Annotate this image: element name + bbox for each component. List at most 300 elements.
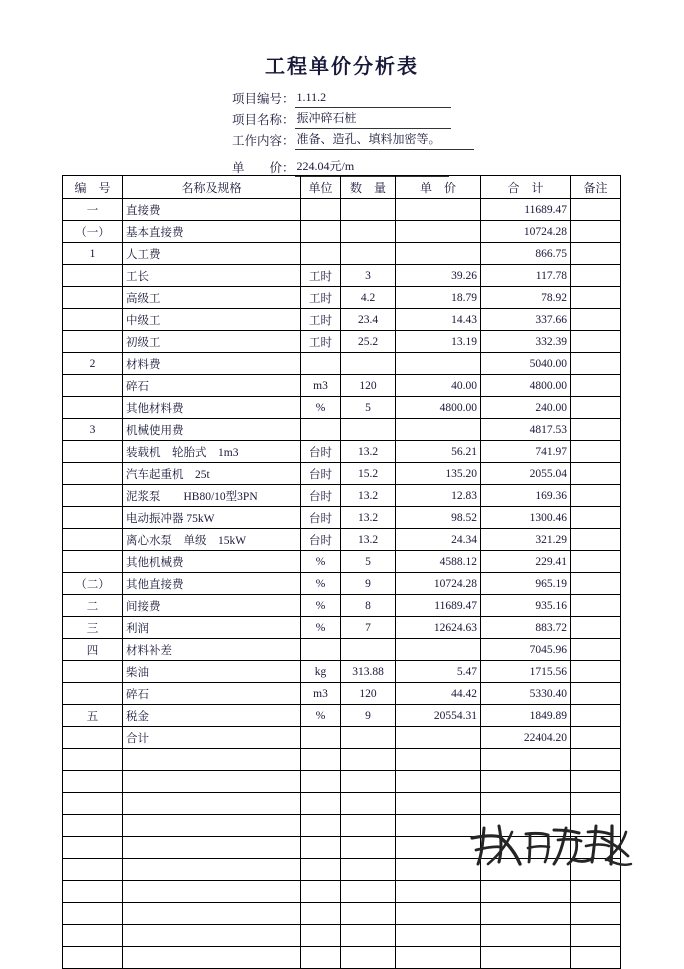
cell-total: 78.92 <box>481 287 571 309</box>
cell-unit <box>301 243 341 265</box>
cell-quantity <box>341 903 396 925</box>
cell-code: 3 <box>63 419 123 441</box>
cell-quantity: 7 <box>341 617 396 639</box>
cell-unit-price: 24.34 <box>396 529 481 551</box>
cell-code <box>63 529 123 551</box>
cell-note <box>571 419 621 441</box>
column-header-name: 名称及规格 <box>123 176 301 199</box>
cell-total: 229.41 <box>481 551 571 573</box>
cell-total <box>481 903 571 925</box>
table-row <box>63 881 621 903</box>
cell-code <box>63 331 123 353</box>
header-field-row <box>232 157 632 177</box>
cell-quantity: 13.2 <box>341 507 396 529</box>
cell-note <box>571 881 621 903</box>
cell-unit <box>301 837 341 859</box>
cell-code: （一） <box>63 221 123 243</box>
cell-note <box>571 507 621 529</box>
cell-quantity: 3 <box>341 265 396 287</box>
table-row <box>63 771 621 793</box>
cell-name: 其他直接费 <box>123 573 301 595</box>
unit-price-analysis-table <box>62 175 620 969</box>
cell-note <box>571 749 621 771</box>
cell-unit-price: 12624.63 <box>396 617 481 639</box>
cell-unit-price <box>396 771 481 793</box>
table-row <box>63 485 621 507</box>
cell-note <box>571 595 621 617</box>
cell-unit-price: 20554.31 <box>396 705 481 727</box>
cell-code <box>63 463 123 485</box>
cell-code: 1 <box>63 243 123 265</box>
cell-unit <box>301 947 341 969</box>
document-header-fields <box>232 88 632 178</box>
cell-quantity: 5 <box>341 551 396 573</box>
cell-name: 电动振冲器 75kW <box>123 507 301 529</box>
cell-quantity: 120 <box>341 683 396 705</box>
table-row <box>63 221 621 243</box>
header-field-value: 振冲碎石桩 <box>296 111 357 125</box>
cell-code <box>63 793 123 815</box>
cell-unit <box>301 749 341 771</box>
cell-unit: 台时 <box>301 529 341 551</box>
cell-total: 883.72 <box>481 617 571 639</box>
cell-quantity <box>341 749 396 771</box>
cell-code <box>63 683 123 705</box>
cell-quantity <box>341 881 396 903</box>
cell-unit-price: 135.20 <box>396 463 481 485</box>
cell-unit <box>301 419 341 441</box>
cell-unit-price: 12.83 <box>396 485 481 507</box>
cell-unit: 台时 <box>301 507 341 529</box>
header-field-label: 项目编号： <box>232 92 295 106</box>
cell-unit-price <box>396 815 481 837</box>
cell-total: 337.66 <box>481 309 571 331</box>
cell-unit <box>301 771 341 793</box>
header-field-value: 1.11.2 <box>296 90 327 104</box>
cell-note <box>571 529 621 551</box>
cell-total: 10724.28 <box>481 221 571 243</box>
cell-name: 人工费 <box>123 243 301 265</box>
cell-note <box>571 573 621 595</box>
cell-name <box>123 881 301 903</box>
cell-code <box>63 485 123 507</box>
cell-unit-price: 98.52 <box>396 507 481 529</box>
cell-quantity: 13.2 <box>341 485 396 507</box>
table-row <box>63 617 621 639</box>
cell-note <box>571 815 621 837</box>
cell-note <box>571 397 621 419</box>
table-row <box>63 309 621 331</box>
cell-quantity: 9 <box>341 573 396 595</box>
header-field-row <box>232 88 632 108</box>
cell-total: 5040.00 <box>481 353 571 375</box>
cell-note <box>571 243 621 265</box>
cell-unit-price: 39.26 <box>396 265 481 287</box>
cell-code <box>63 507 123 529</box>
table-row <box>63 551 621 573</box>
cell-unit <box>301 639 341 661</box>
header-field-value-underline <box>295 157 449 177</box>
cell-name: 利润 <box>123 617 301 639</box>
cell-quantity <box>341 727 396 749</box>
cell-quantity: 120 <box>341 375 396 397</box>
cell-quantity <box>341 947 396 969</box>
cell-code: 三 <box>63 617 123 639</box>
table-row <box>63 397 621 419</box>
header-field-row <box>232 109 632 129</box>
table-row <box>63 661 621 683</box>
cell-name: 材料费 <box>123 353 301 375</box>
cell-unit: % <box>301 617 341 639</box>
cell-unit-price <box>396 727 481 749</box>
table-row <box>63 947 621 969</box>
cell-note <box>571 265 621 287</box>
column-header-note: 备注 <box>571 176 621 199</box>
cell-unit-price <box>396 793 481 815</box>
cell-unit-price: 14.43 <box>396 309 481 331</box>
cell-unit <box>301 727 341 749</box>
cell-unit <box>301 199 341 221</box>
column-header-quantity: 数 量 <box>341 176 396 199</box>
header-field-label: 工作内容： <box>232 134 295 148</box>
cell-note <box>571 947 621 969</box>
cell-name: 税金 <box>123 705 301 727</box>
cell-code: （二） <box>63 573 123 595</box>
cell-name <box>123 771 301 793</box>
cell-name <box>123 925 301 947</box>
header-field-row <box>232 130 632 150</box>
cell-quantity: 313.88 <box>341 661 396 683</box>
cell-unit-price <box>396 925 481 947</box>
cell-total <box>481 815 571 837</box>
table-row <box>63 837 621 859</box>
cell-total <box>481 749 571 771</box>
cell-quantity <box>341 199 396 221</box>
table-row <box>63 749 621 771</box>
cell-total: 321.29 <box>481 529 571 551</box>
cell-code <box>63 837 123 859</box>
cell-quantity: 25.2 <box>341 331 396 353</box>
cell-code <box>63 771 123 793</box>
cell-total: 11689.47 <box>481 199 571 221</box>
cell-quantity <box>341 771 396 793</box>
cell-unit: 工时 <box>301 265 341 287</box>
column-header-unit-price: 单 价 <box>396 176 481 199</box>
cell-code <box>63 749 123 771</box>
cell-quantity: 5 <box>341 397 396 419</box>
cell-note <box>571 705 621 727</box>
table-row <box>63 265 621 287</box>
cell-total: 332.39 <box>481 331 571 353</box>
table-row <box>63 793 621 815</box>
cell-code: 二 <box>63 595 123 617</box>
cell-unit <box>301 925 341 947</box>
cell-code <box>63 903 123 925</box>
cell-total <box>481 771 571 793</box>
cell-code <box>63 287 123 309</box>
cell-name: 其他机械费 <box>123 551 301 573</box>
cell-name <box>123 947 301 969</box>
cell-name: 碎石 <box>123 683 301 705</box>
cell-total: 866.75 <box>481 243 571 265</box>
cell-code: 2 <box>63 353 123 375</box>
cell-unit: 工时 <box>301 331 341 353</box>
cell-unit-price: 13.19 <box>396 331 481 353</box>
cell-name: 工长 <box>123 265 301 287</box>
cell-unit-price: 40.00 <box>396 375 481 397</box>
cell-code <box>63 727 123 749</box>
table-row <box>63 859 621 881</box>
cell-note <box>571 463 621 485</box>
cell-quantity <box>341 793 396 815</box>
table-row <box>63 243 621 265</box>
cell-unit-price <box>396 749 481 771</box>
cell-note <box>571 441 621 463</box>
cell-note <box>571 617 621 639</box>
header-field-label: 项目名称： <box>232 113 295 127</box>
cell-note <box>571 375 621 397</box>
cell-unit-price: 10724.28 <box>396 573 481 595</box>
cell-quantity <box>341 925 396 947</box>
cell-unit: m3 <box>301 375 341 397</box>
table-header-row <box>63 176 621 199</box>
cell-name: 装载机 轮胎式 1m3 <box>123 441 301 463</box>
column-header-code: 编 号 <box>63 176 123 199</box>
cell-code <box>63 881 123 903</box>
cell-quantity: 13.2 <box>341 441 396 463</box>
cell-total: 240.00 <box>481 397 571 419</box>
header-field-label: 单 价： <box>232 161 295 175</box>
cell-unit: % <box>301 551 341 573</box>
cell-code: 五 <box>63 705 123 727</box>
table-row <box>63 353 621 375</box>
cell-name: 汽车起重机 25t <box>123 463 301 485</box>
cell-unit-price: 56.21 <box>396 441 481 463</box>
cell-name: 机械使用费 <box>123 419 301 441</box>
page-title: 工程单价分析表 <box>265 56 419 78</box>
cell-total: 4817.53 <box>481 419 571 441</box>
cell-total: 5330.40 <box>481 683 571 705</box>
cell-total: 1715.56 <box>481 661 571 683</box>
cell-total: 1849.89 <box>481 705 571 727</box>
table-row <box>63 705 621 727</box>
cell-quantity <box>341 243 396 265</box>
table-row <box>63 419 621 441</box>
cell-unit-price <box>396 947 481 969</box>
cell-note <box>571 925 621 947</box>
cell-unit: 台时 <box>301 441 341 463</box>
cell-note <box>571 639 621 661</box>
cell-name <box>123 749 301 771</box>
cell-total: 169.36 <box>481 485 571 507</box>
cell-name: 合计 <box>123 727 301 749</box>
cell-unit-price <box>396 837 481 859</box>
cell-code <box>63 925 123 947</box>
cell-total <box>481 859 571 881</box>
cell-quantity: 13.2 <box>341 529 396 551</box>
cell-total: 965.19 <box>481 573 571 595</box>
cell-code <box>63 265 123 287</box>
cell-code <box>63 859 123 881</box>
table-row <box>63 199 621 221</box>
cell-code: 一 <box>63 199 123 221</box>
cell-unit <box>301 221 341 243</box>
table-row <box>63 573 621 595</box>
cell-note <box>571 837 621 859</box>
cell-note <box>571 221 621 243</box>
cell-note <box>571 309 621 331</box>
cell-unit-price <box>396 881 481 903</box>
table-row <box>63 529 621 551</box>
cell-name: 材料补差 <box>123 639 301 661</box>
cell-name <box>123 903 301 925</box>
cell-name <box>123 837 301 859</box>
cell-unit: 工时 <box>301 287 341 309</box>
cell-total: 741.97 <box>481 441 571 463</box>
header-field-value-underline <box>295 109 451 129</box>
cell-name: 柴油 <box>123 661 301 683</box>
table-body <box>63 199 621 969</box>
cell-unit-price: 44.42 <box>396 683 481 705</box>
cell-unit-price <box>396 243 481 265</box>
table-row <box>63 925 621 947</box>
cell-unit: % <box>301 397 341 419</box>
cell-unit-price: 5.47 <box>396 661 481 683</box>
cell-code <box>63 551 123 573</box>
cell-code <box>63 661 123 683</box>
cell-name: 其他材料费 <box>123 397 301 419</box>
cell-unit <box>301 793 341 815</box>
header-field-value-underline <box>295 130 474 150</box>
cell-note <box>571 287 621 309</box>
cell-note <box>571 903 621 925</box>
table-row <box>63 463 621 485</box>
table-row <box>63 375 621 397</box>
cell-name <box>123 859 301 881</box>
cell-total <box>481 925 571 947</box>
cell-unit-price <box>396 419 481 441</box>
cell-unit-price <box>396 859 481 881</box>
cell-unit-price: 4800.00 <box>396 397 481 419</box>
cell-unit: % <box>301 595 341 617</box>
cell-unit-price <box>396 903 481 925</box>
cell-total: 117.78 <box>481 265 571 287</box>
cell-total <box>481 837 571 859</box>
table-row <box>63 903 621 925</box>
header-field-value: 224.04元/m <box>296 159 355 173</box>
cell-note <box>571 353 621 375</box>
table-row <box>63 595 621 617</box>
cell-unit: m3 <box>301 683 341 705</box>
cell-quantity <box>341 815 396 837</box>
cell-total <box>481 881 571 903</box>
cell-code <box>63 375 123 397</box>
cell-note <box>571 683 621 705</box>
cell-total: 7045.96 <box>481 639 571 661</box>
cell-total: 4800.00 <box>481 375 571 397</box>
table-row <box>63 683 621 705</box>
cell-unit: 台时 <box>301 485 341 507</box>
cell-total: 935.16 <box>481 595 571 617</box>
cell-unit <box>301 903 341 925</box>
cell-unit: 工时 <box>301 309 341 331</box>
cell-unit-price: 18.79 <box>396 287 481 309</box>
cell-total <box>481 947 571 969</box>
cell-name: 碎石 <box>123 375 301 397</box>
column-header-unit: 单位 <box>301 176 341 199</box>
cell-code <box>63 309 123 331</box>
cell-unit-price <box>396 199 481 221</box>
cell-name: 离心水泵 单级 15kW <box>123 529 301 551</box>
cell-code <box>63 815 123 837</box>
cell-name: 高级工 <box>123 287 301 309</box>
cell-unit <box>301 815 341 837</box>
cell-code <box>63 441 123 463</box>
table-row <box>63 507 621 529</box>
table-row <box>63 815 621 837</box>
cell-note <box>571 727 621 749</box>
cell-unit: % <box>301 573 341 595</box>
table-row <box>63 727 621 749</box>
header-field-value-underline <box>295 88 451 108</box>
cell-note <box>571 771 621 793</box>
cell-note <box>571 661 621 683</box>
cell-name <box>123 815 301 837</box>
cell-name: 中级工 <box>123 309 301 331</box>
column-header-total: 合 计 <box>481 176 571 199</box>
cell-quantity <box>341 859 396 881</box>
cell-name <box>123 793 301 815</box>
cell-note <box>571 793 621 815</box>
cell-quantity <box>341 353 396 375</box>
cell-name: 直接费 <box>123 199 301 221</box>
header-field-value: 准备、造孔、填料加密等。 <box>296 132 441 146</box>
cell-name: 间接费 <box>123 595 301 617</box>
table-row <box>63 441 621 463</box>
cell-code <box>63 947 123 969</box>
cell-note <box>571 331 621 353</box>
cell-note <box>571 199 621 221</box>
cell-name: 初级工 <box>123 331 301 353</box>
cell-quantity: 4.2 <box>341 287 396 309</box>
cell-quantity: 9 <box>341 705 396 727</box>
cell-unit-price <box>396 353 481 375</box>
cell-quantity <box>341 639 396 661</box>
cell-name: 基本直接费 <box>123 221 301 243</box>
cell-unit: % <box>301 705 341 727</box>
table-row <box>63 331 621 353</box>
cell-name: 泥浆泵 HB80/10型3PN <box>123 485 301 507</box>
cell-quantity <box>341 837 396 859</box>
cell-quantity: 23.4 <box>341 309 396 331</box>
cell-unit-price <box>396 221 481 243</box>
cell-unit: 台时 <box>301 463 341 485</box>
cell-code <box>63 397 123 419</box>
cell-unit-price: 11689.47 <box>396 595 481 617</box>
cell-quantity <box>341 419 396 441</box>
table-row <box>63 287 621 309</box>
cell-unit <box>301 353 341 375</box>
cell-unit: kg <box>301 661 341 683</box>
cell-code: 四 <box>63 639 123 661</box>
cell-quantity: 15.2 <box>341 463 396 485</box>
cell-unit-price <box>396 639 481 661</box>
cell-note <box>571 859 621 881</box>
table-row <box>63 639 621 661</box>
cell-total: 2055.04 <box>481 463 571 485</box>
cell-quantity: 8 <box>341 595 396 617</box>
cell-note <box>571 551 621 573</box>
